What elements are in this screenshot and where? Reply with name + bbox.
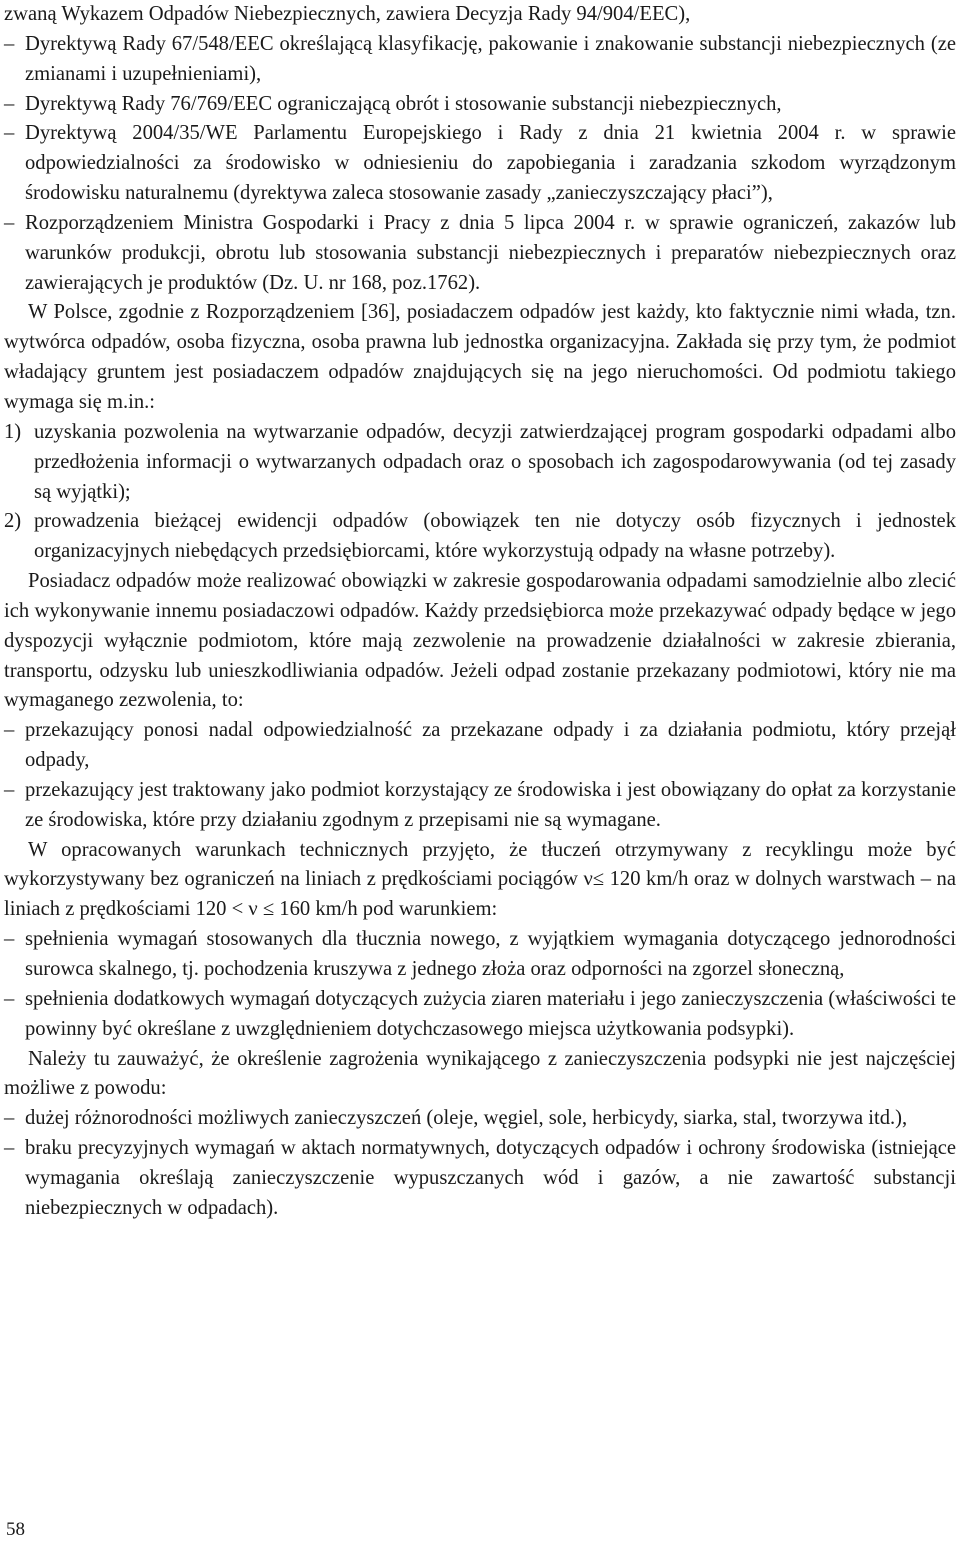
dash-list-item: – Dyrektywą 2004/35/WE Parlamentu Europejskiego i Rady z dnia 21 kwietnia 2004 r. w sprawie odpowiedzialności za środowisko w odniesieniu do zapobiegania i zaradzania szkodom wyrządzonym środowisku naturalnemu (dyrektywa zaleca stosowanie zasady „zanieczyszczający płaci”), xyxy=(4,119,956,209)
dash-list-item: – spełnienia dodatkowych wymagań dotyczących zużycia ziaren materiału i jego zanieczyszczenia (właściwości te powinny być określane z uwzględnieniem dotychczasowego miejsca użytkowania podsypki). xyxy=(4,985,956,1045)
paragraph: Posiadacz odpadów może realizować obowiązki w zakresie gospodarowania odpadami samodzielnie albo zlecić ich wykonywanie innemu posiadaczowi odpadów. Każdy przedsiębiorca może przekazywać odpady będące w jego dyspozycji wyłącznie podmiotom, które mają zezwolenie na prowadzenie działalności w zakresie zbierania, transportu, odzysku lub unieszkodliwiania odpadów. Jeżeli odpad zostanie przekazany podmiotowi, który nie ma wymaganego zezwolenia, to: xyxy=(4,570,956,712)
list-number: 1) xyxy=(4,420,22,443)
document-page xyxy=(4,0,956,1224)
dash-list-item: – spełnienia wymagań stosowanych dla tłucznia nowego, z wyjątkiem wymagania dotyczącego jednorodności surowca skalnego, tj. pochodzenia kruszywa z jednego złoża oraz odporności na zgorzel słoneczną, xyxy=(4,925,956,985)
numbered-list-item xyxy=(4,418,956,508)
numbered-list-item xyxy=(4,507,956,567)
list-item-text: uzyskania pozwolenia na wytwarzanie odpadów, decyzji zatwierdzającej program gospodarki odpadami albo przedłożenia informacji o wytwarzanych odpadach oraz o sposobach ich zagospodarowywania (od tej zasady są wyjątki); xyxy=(34,420,956,503)
dash-list-item: – Rozporządzeniem Ministra Gospodarki i Pracy z dnia 5 lipca 2004 r. w sprawie ograniczeń, zakazów lub warunków produkcji, obrotu lub stosowania substancji niebezpiecznych i preparatów niebezpiecznych oraz zawierających je produktów (Dz. U. nr 168, poz.1762). xyxy=(4,209,956,299)
paragraph: W opracowanych warunkach technicznych przyjęto, że tłuczeń otrzymywany z recyklingu może być wykorzystywany bez ograniczeń na liniach z prędkościami pociągów ν≤ 120 km/h oraz w dolnych warstwach – na liniach z prędkościami 120 < ν ≤ 160 km/h pod warunkiem: xyxy=(4,838,956,921)
paragraph: Należy tu zauważyć, że określenie zagrożenia wynikającego z zanieczyszczenia podsypki nie jest najczęściej możliwe z powodu: xyxy=(4,1047,956,1100)
paragraph: W Polsce, zgodnie z Rozporządzeniem [36], posiadaczem odpadów jest każdy, kto faktycznie nimi włada, tzn. wytwórca odpadów, osoba fizyczna, osoba prawna lub jednostka organizacyjna. Zakłada się przy tym, że podmiot władający gruntem jest posiadaczem odpadów znajdujących się na jego nieruchomości. Od podmiotu takiego wymaga się m.in.: xyxy=(4,301,956,413)
dash-list-item: – braku precyzyjnych wymagań w aktach normatywnych, dotyczących odpadów i ochrony środowiska (istniejące wymagania określają zanieczyszczenie wypuszczanych wód i gazów, a nie zawartość substancji niebezpiecznych w odpadach). xyxy=(4,1134,956,1224)
list-item-text: prowadzenia bieżącej ewidencji odpadów (obowiązek ten nie dotyczy osób fizycznych i jednostek organizacyjnych niebędących przedsiębiorcami, które wykorzystują odpady na własne potrzeby). xyxy=(34,510,956,563)
body-text xyxy=(4,0,956,1224)
dash-list-item: – przekazujący ponosi nadal odpowiedzialność za przekazane odpady i za działania podmiotu, który przejął odpady, xyxy=(4,716,956,776)
dash-list-item: – Dyrektywą Rady 76/769/EEC ograniczającą obrót i stosowanie substancji niebezpiecznych, xyxy=(4,90,956,120)
dash-list-item: – dużej różnorodności możliwych zanieczyszczeń (oleje, węgiel, sole, herbicydy, siarka, stal, tworzywa itd.), xyxy=(4,1104,956,1134)
list-number: 2) xyxy=(4,510,22,533)
page-number: 58 xyxy=(6,1519,25,1540)
dash-list-item: – Dyrektywą Rady 67/548/EEC określającą klasyfikację, pakowanie i znakowanie substancji niebezpiecznych (ze zmianami i uzupełnieniami), xyxy=(4,30,956,90)
dash-list-item: – przekazujący jest traktowany jako podmiot korzystający ze środowiska i jest obowiązany do opłat za korzystanie ze środowiska, które przy działaniu zgodnym z przepisami nie są wymagane. xyxy=(4,776,956,836)
paragraph: zwaną Wykazem Odpadów Niebezpiecznych, zawiera Decyzja Rady 94/904/EEC), xyxy=(4,3,691,25)
